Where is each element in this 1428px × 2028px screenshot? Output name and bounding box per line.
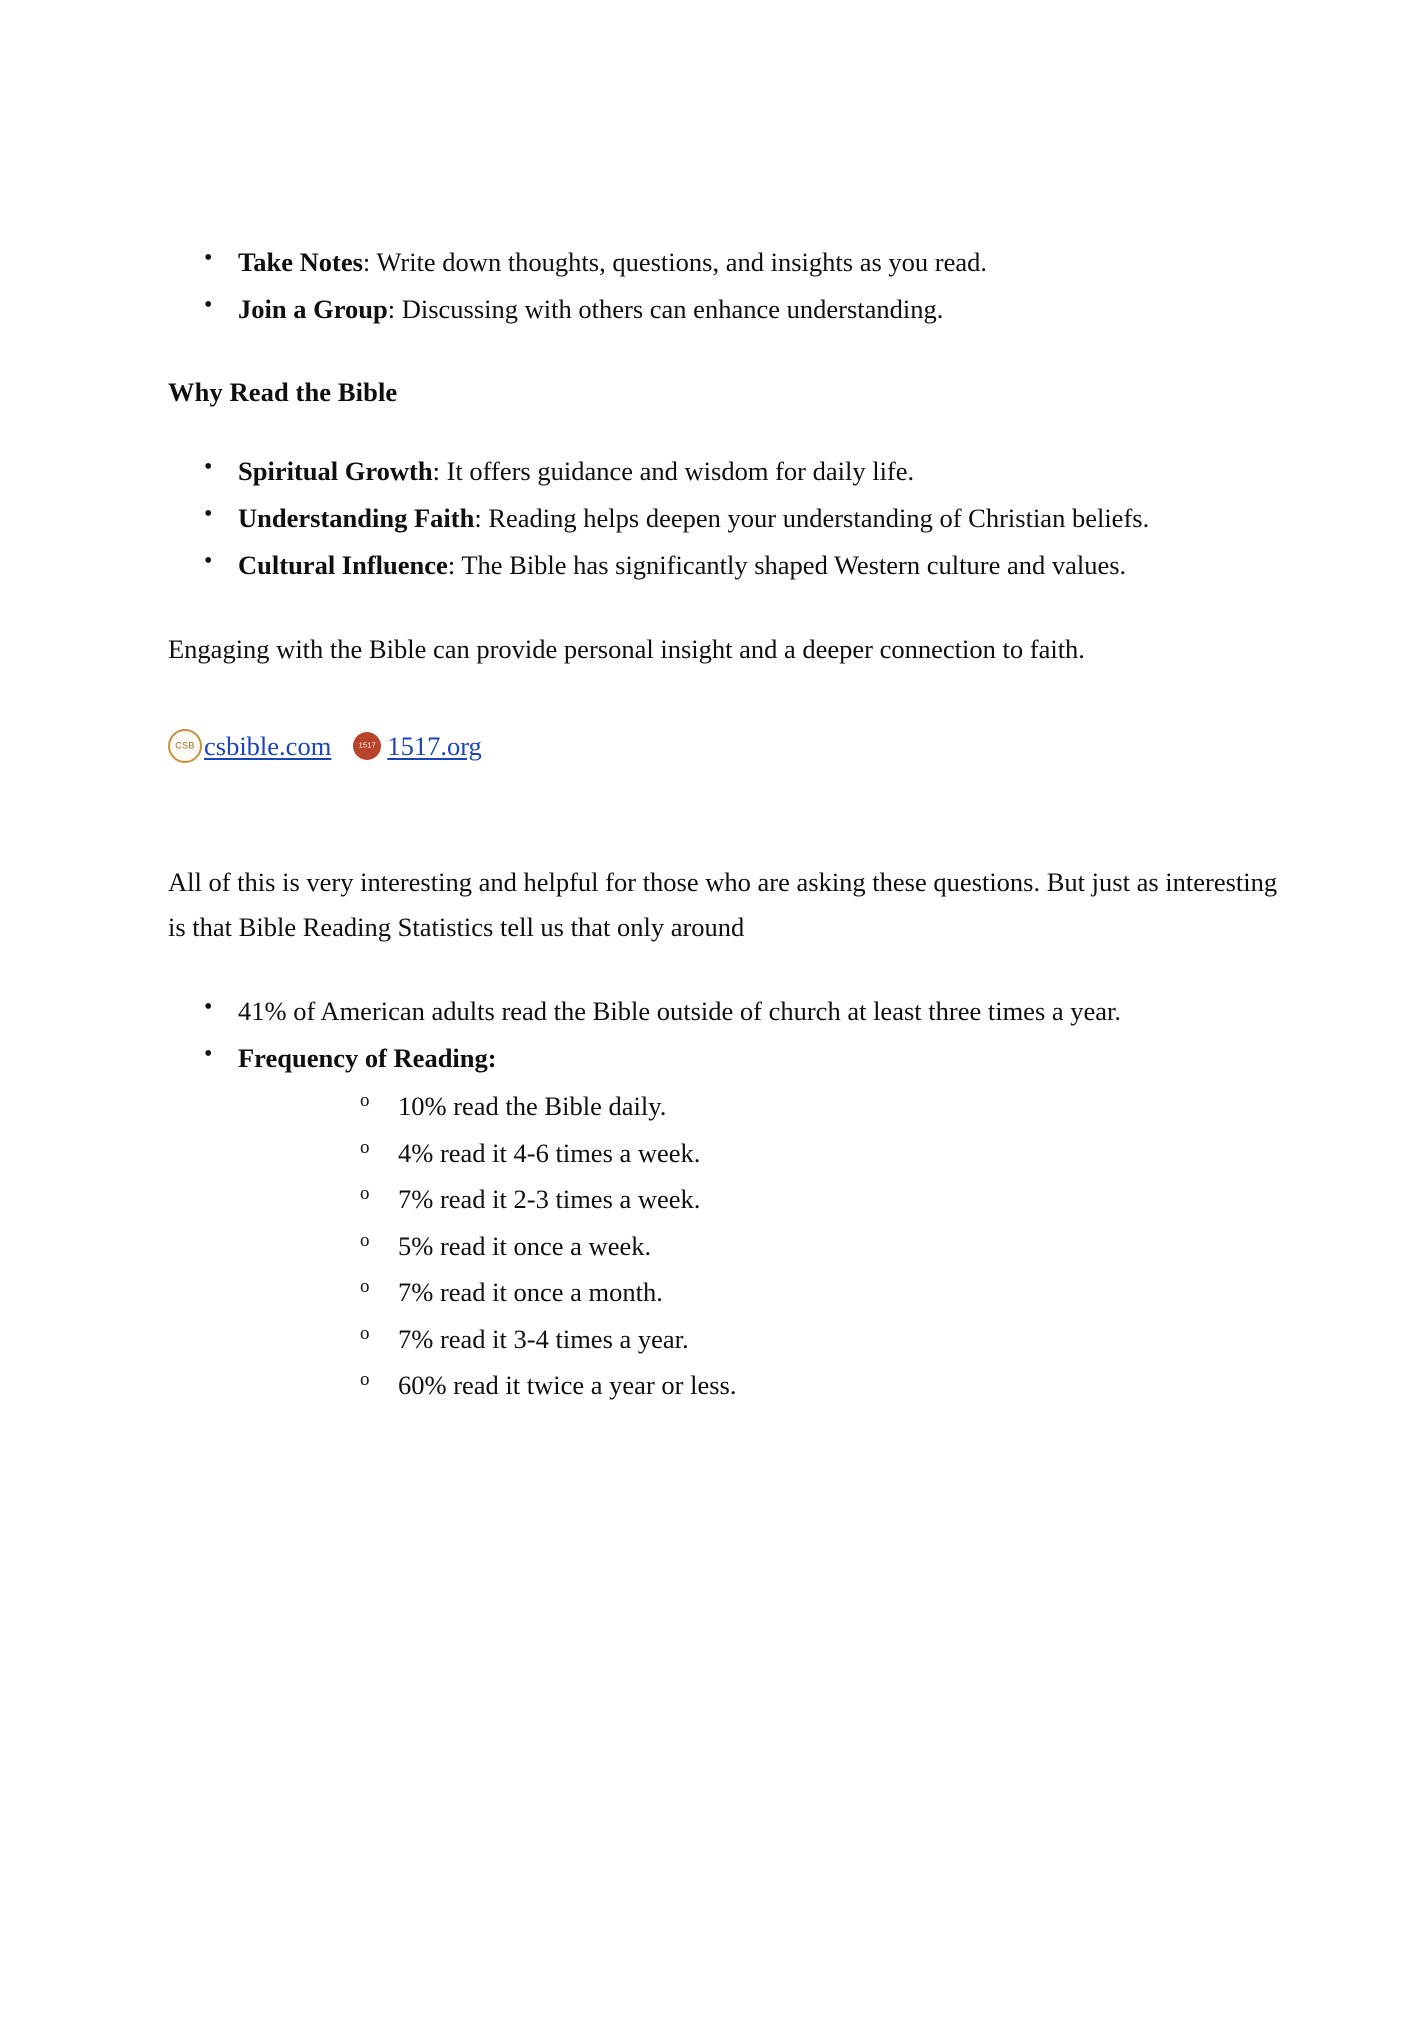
list-item: o 5% read it once a week.: [238, 1224, 1278, 1269]
bullet-text: : It offers guidance and wisdom for daily life.: [432, 456, 915, 487]
bullet-lead-label: Frequency of Reading: [238, 1042, 488, 1073]
document-body: [168, 240, 1278, 1650]
list-item: o 7% read it 2-3 times a week.: [238, 1177, 1278, 1222]
bullet-lead-label: Understanding Faith: [238, 502, 475, 533]
bullet-lead-label: Join a Group: [238, 293, 388, 324]
bullet-lead-label: Cultural Influence: [238, 549, 448, 580]
list-item: o 10% read the Bible daily.: [238, 1084, 1278, 1129]
1517-favicon-label: 1517: [358, 740, 377, 750]
frequency-sub-bullet-list: [238, 1084, 1278, 1408]
source-links-row: [168, 724, 1278, 769]
list-item: o 7% read it 3-4 times a year.: [238, 1317, 1278, 1362]
bullet-text: : Reading helps deepen your understanding of Christian beliefs.: [474, 502, 1150, 533]
closing-paragraph: Engaging with the Bible can provide personal insight and a deeper connection to faith.: [168, 634, 1085, 665]
list-item: o 60% read it twice a year or less.: [238, 1363, 1278, 1408]
tips-bullet-list: [168, 240, 1278, 331]
frequency-sublist-wrapper: [238, 1084, 1278, 1408]
section-heading-why-read-the-bible: Why Read the Bible: [168, 377, 398, 408]
list-item: [168, 240, 1278, 285]
bullet-text: :: [487, 1042, 497, 1073]
list-item: o 7% read it once a month.: [238, 1270, 1278, 1315]
bullet-text: : The Bible has significantly shaped Western culture and values.: [447, 549, 1127, 580]
statistics-bullet-list: [168, 989, 1278, 1408]
list-item: [168, 1036, 1278, 1408]
csb-favicon-label: CSB: [175, 740, 195, 751]
bullet-text: : Write down thoughts, questions, and insights as you read.: [362, 247, 987, 277]
list-item: [168, 989, 1278, 1034]
link-label[interactable]: 1517.org: [387, 730, 482, 761]
list-item: o 4% read it 4-6 times a week.: [238, 1131, 1278, 1176]
link-1517[interactable]: [331, 724, 481, 769]
list-item: [168, 496, 1278, 541]
bullet-lead-label: Take Notes: [238, 247, 363, 277]
list-item: [168, 543, 1278, 588]
bullet-text: 41% of American adults read the Bible outside of church at least three times a year.: [238, 996, 1122, 1027]
1517-favicon-icon: [353, 732, 381, 760]
reasons-bullet-list: [168, 449, 1278, 587]
link-csbible[interactable]: [168, 724, 331, 769]
transition-paragraph: All of this is very interesting and helpful for those who are asking these questions. But just as interesting is that Bible Reading Statistics tell us that only around: [168, 867, 1278, 942]
list-item: [168, 287, 1278, 332]
list-item: [168, 449, 1278, 494]
csb-favicon-icon: [168, 729, 202, 763]
bullet-lead-label: Spiritual Growth: [238, 456, 433, 487]
page-bottom-space: [168, 1410, 1278, 1650]
bullet-text: : Discussing with others can enhance understanding.: [387, 293, 944, 324]
link-label[interactable]: csbible.com: [204, 730, 332, 761]
